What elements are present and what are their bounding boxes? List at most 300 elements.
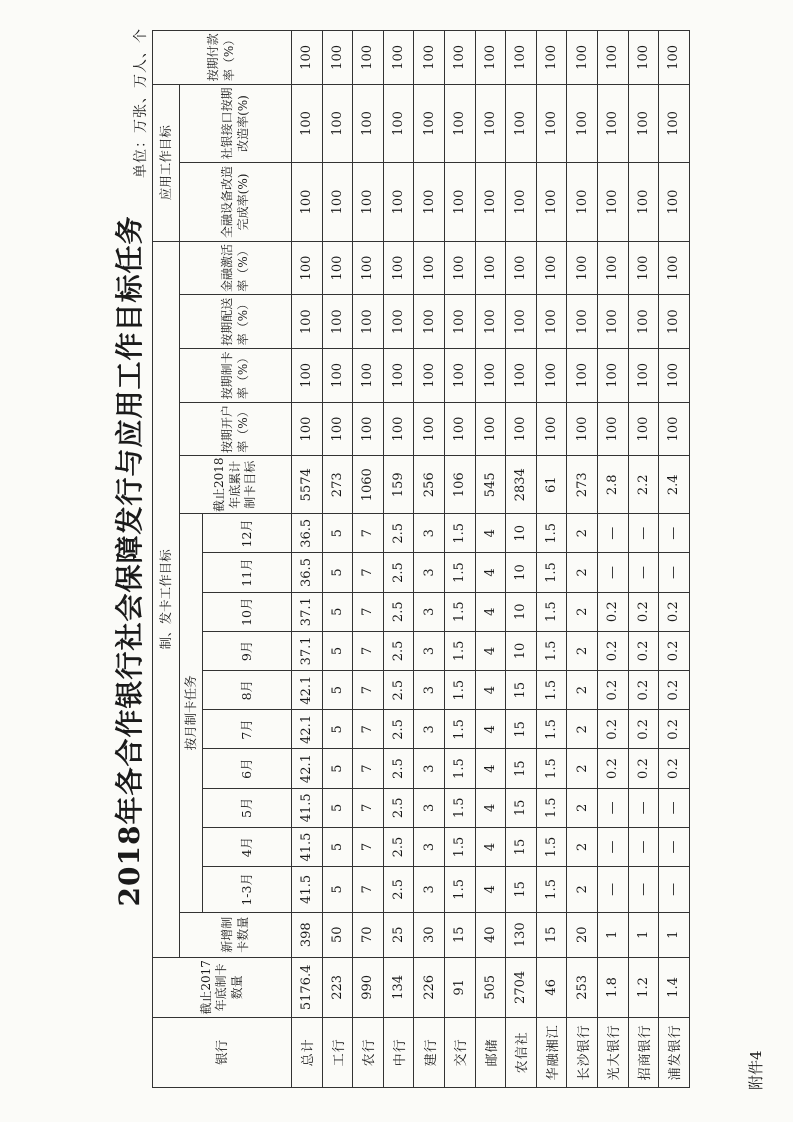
cell-rate: 100	[444, 241, 475, 295]
cell-month: 0.2	[597, 592, 628, 631]
cell-month: 0.2	[628, 671, 659, 710]
cell-month: 15	[506, 749, 537, 788]
cell-month: 42.1	[292, 710, 323, 749]
cell-month: 1.5	[444, 788, 475, 827]
cell-rate: 100	[536, 84, 567, 162]
table-row	[414, 31, 445, 1088]
cell-new-cards: 20	[567, 912, 598, 957]
cell-month: 2	[567, 671, 598, 710]
cell-rate: 100	[322, 84, 353, 162]
cell-month: 1.5	[536, 592, 567, 631]
header-group-app: 应用工作目标	[153, 84, 180, 241]
cell-month: 2	[567, 631, 598, 670]
cell-cum2017: 253	[567, 957, 598, 1017]
table-row	[444, 31, 475, 1088]
cell-month: —	[659, 827, 690, 866]
cell-cum2017: 1.2	[628, 957, 659, 1017]
cell-month: 36.5	[292, 514, 323, 553]
cell-rate: 100	[659, 402, 690, 456]
cell-cum2018: 2.4	[659, 456, 690, 514]
cell-new-cards: 1	[628, 912, 659, 957]
cell-month: 5	[322, 592, 353, 631]
cell-rate: 100	[659, 295, 690, 349]
cell-cum2018: 2.2	[628, 456, 659, 514]
cell-rate: 100	[475, 349, 506, 403]
header-deliver-rate: 按期配送率（%）	[180, 295, 292, 349]
table-body	[292, 31, 690, 1088]
cell-rate: 100	[414, 241, 445, 295]
cell-bank: 中行	[383, 1017, 414, 1087]
cell-rate: 100	[506, 163, 537, 241]
cell-month: 5	[322, 631, 353, 670]
header-make-rate: 按期制卡率（%）	[180, 349, 292, 403]
cell-cum2018: 273	[567, 456, 598, 514]
cell-bank: 浦发银行	[659, 1017, 690, 1087]
cell-month: 41.5	[292, 788, 323, 827]
cell-month: 0.2	[628, 631, 659, 670]
cell-month: 41.5	[292, 827, 323, 866]
cell-cum2018: 545	[475, 456, 506, 514]
table-row	[292, 31, 323, 1088]
cell-month: 1.5	[536, 867, 567, 912]
cell-month: 0.2	[659, 592, 690, 631]
cell-month: 0.2	[597, 671, 628, 710]
cell-month: 2.5	[383, 671, 414, 710]
cell-month: —	[659, 867, 690, 912]
table-container	[152, 30, 690, 1088]
header-group-issue: 制、发卡工作目标	[153, 241, 180, 957]
cell-month: 10	[506, 631, 537, 670]
cell-rate: 100	[414, 31, 445, 85]
cell-month: 1.5	[536, 788, 567, 827]
cell-rate: 100	[475, 163, 506, 241]
cell-month: 7	[353, 827, 384, 866]
cell-month: 0.2	[597, 749, 628, 788]
cell-rate: 100	[444, 295, 475, 349]
cell-rate: 100	[536, 349, 567, 403]
cell-rate: 100	[506, 241, 537, 295]
cell-cum2018: 256	[414, 456, 445, 514]
cell-rate: 100	[353, 402, 384, 456]
cell-rate: 100	[444, 349, 475, 403]
cell-month: 2.5	[383, 592, 414, 631]
cell-month: —	[659, 514, 690, 553]
cell-month: 3	[414, 514, 445, 553]
cell-rate: 100	[567, 402, 598, 456]
cell-month: —	[628, 827, 659, 866]
cell-rate: 100	[536, 163, 567, 241]
cell-month: 0.2	[628, 592, 659, 631]
cell-month: 0.2	[628, 749, 659, 788]
cell-rate: 100	[353, 295, 384, 349]
header-month: 8月	[203, 671, 292, 710]
table-row	[659, 31, 690, 1088]
cell-month: 4	[475, 788, 506, 827]
cell-month: 5	[322, 710, 353, 749]
cell-new-cards: 1	[659, 912, 690, 957]
table-row	[475, 31, 506, 1088]
header-month: 6月	[203, 749, 292, 788]
cell-month: 7	[353, 553, 384, 592]
cell-rate: 100	[567, 295, 598, 349]
cell-rate: 100	[353, 241, 384, 295]
cell-rate: 100	[292, 349, 323, 403]
cell-rate: 100	[444, 31, 475, 85]
header-cum2018: 截止2018年底累计制卡目标	[180, 456, 292, 514]
header-device-rate: 全融设备改造完成率(%)	[180, 163, 292, 241]
cell-month: —	[628, 867, 659, 912]
cell-month: 4	[475, 631, 506, 670]
cell-month: 4	[475, 827, 506, 866]
annex-label: 附件4	[747, 1050, 765, 1090]
table-row	[383, 31, 414, 1088]
cell-month: 10	[506, 514, 537, 553]
cell-rate: 100	[475, 241, 506, 295]
cell-month: 4	[475, 514, 506, 553]
cell-cum2017: 505	[475, 957, 506, 1017]
cell-rate: 100	[628, 295, 659, 349]
cell-month: 2.5	[383, 867, 414, 912]
cell-month: 1.5	[536, 514, 567, 553]
header-bank: 银行	[153, 1017, 292, 1087]
cell-rate: 100	[414, 349, 445, 403]
cell-new-cards: 130	[506, 912, 537, 957]
cell-rate: 100	[414, 84, 445, 162]
cell-bank: 招商银行	[628, 1017, 659, 1087]
cell-month: 4	[475, 867, 506, 912]
cell-cum2017: 134	[383, 957, 414, 1017]
cell-month: 0.2	[628, 710, 659, 749]
cell-new-cards: 40	[475, 912, 506, 957]
cell-rate: 100	[322, 241, 353, 295]
cell-rate: 100	[628, 84, 659, 162]
cell-rate: 100	[292, 84, 323, 162]
cell-month: 7	[353, 749, 384, 788]
cell-month: 5	[322, 553, 353, 592]
cell-rate: 100	[322, 163, 353, 241]
cell-month: 0.2	[597, 710, 628, 749]
table-row	[353, 31, 384, 1088]
cell-month: 1.5	[444, 867, 475, 912]
table-row	[567, 31, 598, 1088]
cell-rate: 100	[628, 31, 659, 85]
table-row	[628, 31, 659, 1088]
cell-month: 3	[414, 749, 445, 788]
cell-month: 1.5	[536, 631, 567, 670]
cell-month: 15	[506, 671, 537, 710]
cell-bank: 长沙银行	[567, 1017, 598, 1087]
cell-rate: 100	[383, 349, 414, 403]
cell-month: 37.1	[292, 631, 323, 670]
cell-month: 2	[567, 827, 598, 866]
cell-rate: 100	[597, 31, 628, 85]
cell-month: 3	[414, 631, 445, 670]
cell-rate: 100	[353, 349, 384, 403]
cell-month: 5	[322, 749, 353, 788]
cell-new-cards: 1	[597, 912, 628, 957]
cell-month: 5	[322, 867, 353, 912]
cell-month: 0.2	[659, 749, 690, 788]
cell-month: 1.5	[444, 671, 475, 710]
cell-rate: 100	[353, 84, 384, 162]
cell-month: 4	[475, 749, 506, 788]
cell-month: 15	[506, 710, 537, 749]
cell-month: 2	[567, 867, 598, 912]
cell-rate: 100	[536, 402, 567, 456]
cell-cum2017: 1.4	[659, 957, 690, 1017]
cell-month: 2	[567, 788, 598, 827]
cell-rate: 100	[597, 163, 628, 241]
cell-rate: 100	[322, 31, 353, 85]
cell-rate: 100	[444, 163, 475, 241]
cell-month: —	[597, 788, 628, 827]
cell-month: —	[597, 867, 628, 912]
cell-cum2017: 2704	[506, 957, 537, 1017]
cell-month: 42.1	[292, 671, 323, 710]
cell-month: 1.5	[444, 553, 475, 592]
table-row	[322, 31, 353, 1088]
cell-month: —	[628, 788, 659, 827]
cell-rate: 100	[292, 402, 323, 456]
table-row	[506, 31, 537, 1088]
cell-month: 2.5	[383, 710, 414, 749]
cell-month: 1.5	[536, 710, 567, 749]
header-group-monthly: 按月制卡任务	[180, 514, 203, 912]
cell-month: 37.1	[292, 592, 323, 631]
cell-rate: 100	[597, 84, 628, 162]
cell-rate: 100	[506, 402, 537, 456]
cell-rate: 100	[383, 84, 414, 162]
cell-rate: 100	[383, 31, 414, 85]
cell-rate: 100	[506, 31, 537, 85]
cell-month: 1.5	[536, 827, 567, 866]
cell-month: 1.5	[444, 514, 475, 553]
cell-cum2017: 5176.4	[292, 957, 323, 1017]
cell-month: 1.5	[444, 710, 475, 749]
cell-rate: 100	[383, 402, 414, 456]
cell-month: 2.5	[383, 514, 414, 553]
cell-bank: 交行	[444, 1017, 475, 1087]
cell-month: 5	[322, 514, 353, 553]
cell-month: —	[628, 553, 659, 592]
cell-month: 3	[414, 827, 445, 866]
header-new-cards: 新增制卡数量	[180, 912, 292, 957]
cell-cum2018: 1060	[353, 456, 384, 514]
cell-new-cards: 398	[292, 912, 323, 957]
cell-month: 4	[475, 553, 506, 592]
cell-cum2017: 1.8	[597, 957, 628, 1017]
cell-month: 7	[353, 631, 384, 670]
cell-bank: 工行	[322, 1017, 353, 1087]
cell-rate: 100	[597, 295, 628, 349]
cell-rate: 100	[506, 295, 537, 349]
cell-month: —	[597, 553, 628, 592]
cell-rate: 100	[292, 163, 323, 241]
header-month: 5月	[203, 788, 292, 827]
cell-cum2018: 61	[536, 456, 567, 514]
cell-rate: 100	[536, 295, 567, 349]
cell-rate: 100	[659, 349, 690, 403]
cell-month: —	[597, 514, 628, 553]
cell-rate: 100	[322, 349, 353, 403]
cell-rate: 100	[475, 31, 506, 85]
cell-month: 10	[506, 553, 537, 592]
cell-rate: 100	[475, 84, 506, 162]
cell-rate: 100	[414, 402, 445, 456]
cell-rate: 100	[414, 295, 445, 349]
cell-month: 3	[414, 867, 445, 912]
cell-cum2018: 2834	[506, 456, 537, 514]
cell-bank: 邮储	[475, 1017, 506, 1087]
cell-month: 4	[475, 710, 506, 749]
cell-month: 1.5	[444, 592, 475, 631]
page-title: 2018年各合作银行社会保障发行与应用工作目标任务	[113, 215, 146, 907]
cell-rate: 100	[659, 84, 690, 162]
cell-rate: 100	[414, 163, 445, 241]
cell-rate: 100	[322, 402, 353, 456]
cell-rate: 100	[383, 295, 414, 349]
cell-rate: 100	[628, 402, 659, 456]
cell-bank: 华融湘江	[536, 1017, 567, 1087]
cell-rate: 100	[353, 163, 384, 241]
cell-month: —	[659, 553, 690, 592]
header-open-rate: 按期开户率（%）	[180, 402, 292, 456]
cell-rate: 100	[475, 295, 506, 349]
cell-month: 2.5	[383, 553, 414, 592]
cell-new-cards: 50	[322, 912, 353, 957]
cell-bank: 建行	[414, 1017, 445, 1087]
cell-month: 15	[506, 788, 537, 827]
cell-new-cards: 30	[414, 912, 445, 957]
cell-cum2017: 990	[353, 957, 384, 1017]
cell-month: 5	[322, 671, 353, 710]
cell-rate: 100	[322, 295, 353, 349]
table-row	[597, 31, 628, 1088]
header-month: 9月	[203, 631, 292, 670]
cell-month: 2.5	[383, 827, 414, 866]
header-pay-rate: 按期付款率（%）	[153, 31, 292, 85]
cell-month: —	[659, 788, 690, 827]
cell-rate: 100	[292, 31, 323, 85]
cell-rate: 100	[597, 402, 628, 456]
cell-rate: 100	[567, 241, 598, 295]
cell-rate: 100	[628, 241, 659, 295]
header-month: 10月	[203, 592, 292, 631]
cell-month: 3	[414, 671, 445, 710]
cell-rate: 100	[628, 349, 659, 403]
cell-new-cards: 70	[353, 912, 384, 957]
cell-month: 36.5	[292, 553, 323, 592]
cell-new-cards: 15	[444, 912, 475, 957]
cell-month: 15	[506, 827, 537, 866]
header-interface-rate: 社银接口按期改造率(%)	[180, 84, 292, 162]
cell-month: 2	[567, 514, 598, 553]
cell-month: 15	[506, 867, 537, 912]
header-month: 1-3月	[203, 867, 292, 912]
cell-rate: 100	[597, 241, 628, 295]
cell-cum2017: 46	[536, 957, 567, 1017]
cell-new-cards: 25	[383, 912, 414, 957]
cell-rate: 100	[506, 84, 537, 162]
cell-bank: 农信社	[506, 1017, 537, 1087]
cell-rate: 100	[597, 349, 628, 403]
cell-new-cards: 15	[536, 912, 567, 957]
cell-month: 3	[414, 592, 445, 631]
cell-month: 3	[414, 788, 445, 827]
cell-month: 7	[353, 514, 384, 553]
cell-month: 1.5	[444, 631, 475, 670]
cell-month: 0.2	[597, 631, 628, 670]
header-month: 12月	[203, 514, 292, 553]
cell-cum2018: 273	[322, 456, 353, 514]
cell-cum2018: 5574	[292, 456, 323, 514]
cell-month: 7	[353, 710, 384, 749]
cell-month: 2	[567, 710, 598, 749]
cell-rate: 100	[444, 402, 475, 456]
cell-bank: 光大银行	[597, 1017, 628, 1087]
cell-month: 4	[475, 592, 506, 631]
cell-rate: 100	[567, 31, 598, 85]
cell-month: —	[597, 827, 628, 866]
cell-month: 3	[414, 710, 445, 749]
cell-cum2017: 226	[414, 957, 445, 1017]
cell-rate: 100	[567, 84, 598, 162]
cell-month: 7	[353, 671, 384, 710]
cell-rate: 100	[506, 349, 537, 403]
cell-cum2018: 159	[383, 456, 414, 514]
cell-month: 1.5	[536, 671, 567, 710]
cell-month: 5	[322, 788, 353, 827]
cell-month: 0.2	[659, 710, 690, 749]
cell-month: 7	[353, 592, 384, 631]
cell-month: 7	[353, 867, 384, 912]
cell-month: 2.5	[383, 749, 414, 788]
cell-rate: 100	[292, 241, 323, 295]
cell-month: 1.5	[444, 827, 475, 866]
cell-month: 2	[567, 749, 598, 788]
cell-month: 1.5	[444, 749, 475, 788]
cell-month: 10	[506, 592, 537, 631]
cell-rate: 100	[567, 349, 598, 403]
cell-month: 7	[353, 788, 384, 827]
cell-rate: 100	[659, 241, 690, 295]
cell-month: 41.5	[292, 867, 323, 912]
cell-month: 2.5	[383, 631, 414, 670]
cell-month: —	[628, 514, 659, 553]
cell-cum2017: 91	[444, 957, 475, 1017]
cell-rate: 100	[475, 402, 506, 456]
cell-month: 4	[475, 671, 506, 710]
cell-month: 1.5	[536, 749, 567, 788]
cell-month: 42.1	[292, 749, 323, 788]
cell-rate: 100	[444, 84, 475, 162]
cell-rate: 100	[383, 163, 414, 241]
cell-rate: 100	[628, 163, 659, 241]
cell-rate: 100	[659, 31, 690, 85]
cell-month: 0.2	[659, 631, 690, 670]
cell-rate: 100	[659, 163, 690, 241]
header-month: 11月	[203, 553, 292, 592]
cell-cum2018: 2.8	[597, 456, 628, 514]
cell-rate: 100	[383, 241, 414, 295]
cell-rate: 100	[536, 31, 567, 85]
cell-month: 3	[414, 553, 445, 592]
header-cum2017: 截止2017年底制卡数量	[153, 957, 292, 1017]
cell-bank: 农行	[353, 1017, 384, 1087]
cell-month: 2	[567, 553, 598, 592]
cell-rate: 100	[292, 295, 323, 349]
cell-bank: 总计	[292, 1017, 323, 1087]
